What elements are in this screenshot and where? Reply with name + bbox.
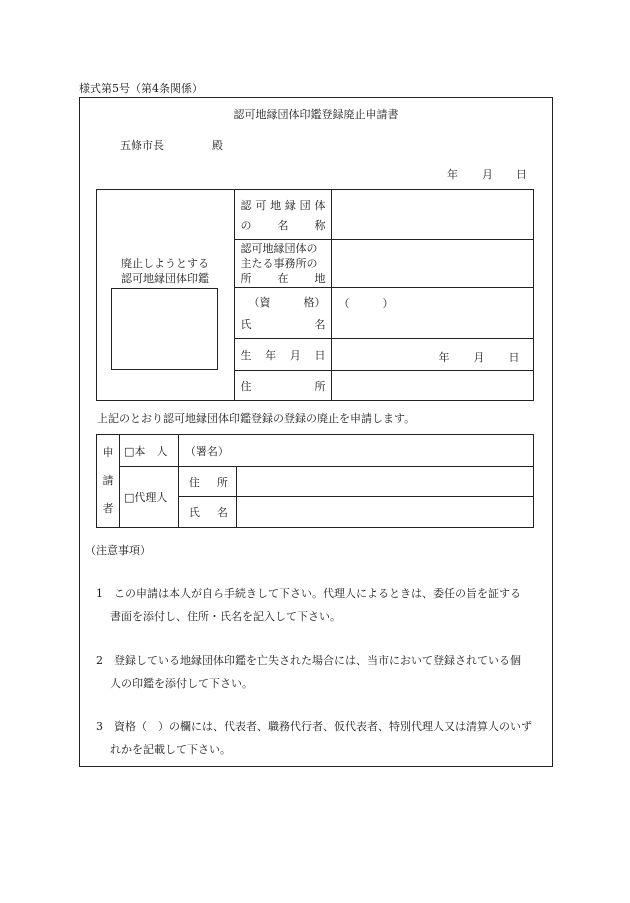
office-address-label: 認可地縁団体の 主たる事務所の 所 在 地: [234, 240, 332, 288]
application-statement: 上記のとおり認可地縁団体印鑑登録の登録の廃止を申請します。: [97, 412, 416, 425]
agent-name-label: 氏 名: [178, 497, 236, 528]
form-number: 様式第5号（第4条関係）: [79, 82, 203, 95]
address-field[interactable]: [332, 371, 534, 401]
self-checkbox[interactable]: □本 人: [119, 435, 178, 467]
agent-address-field[interactable]: [236, 467, 533, 497]
applicant-label: 申 請 者: [97, 435, 120, 528]
agent-name-field[interactable]: [236, 497, 533, 528]
seal-label-line2: 認可地縁団体印鑑: [121, 272, 209, 285]
notes-heading: （注意事項）: [85, 544, 151, 557]
addressee: 五條市長: [120, 139, 164, 152]
birthdate-field[interactable]: 年 月 日: [332, 339, 534, 371]
honorific: 殿: [212, 139, 223, 152]
representative-label: （資 格） 氏 名: [234, 288, 332, 339]
address-label: 住 所: [234, 371, 332, 401]
date-year: 年: [447, 168, 458, 181]
signature-field[interactable]: （署名）: [178, 435, 533, 467]
date-day: 日: [516, 168, 527, 181]
note-2: 2 登録している地縁団体印鑑を亡失された場合には、当市において登録されている個 人の印鑑を添付して下さい。: [96, 654, 521, 690]
group-name-field[interactable]: [332, 190, 534, 240]
agent-address-label: 住 所: [178, 467, 236, 497]
applicant-table: [96, 434, 534, 528]
note-1: 1 この申請は本人が自ら手続きして下さい。代理人によるときは、委任の旨を証する 書面を添付し、住所・氏名を記入して下さい。: [96, 587, 521, 623]
agent-checkbox[interactable]: □代理人: [119, 467, 178, 528]
form-title: 認可地縁団体印鑑登録廃止申請書: [233, 108, 399, 121]
date-month: 月: [482, 168, 493, 181]
group-name-label: 認 可 地 縁 団 体 の 名 称: [234, 190, 332, 240]
representative-field[interactable]: （ ）: [332, 288, 534, 339]
birthdate-label: 生 年 月 日: [234, 339, 332, 371]
seal-label-line1: 廃止しようとする: [121, 257, 209, 270]
office-address-field[interactable]: [332, 240, 534, 288]
note-3: 3 資格（ ）の欄には、代表者、職務代行者、仮代表者、特別代理人又は清算人のいず れかを記載して下さい。: [96, 720, 532, 756]
seal-impression-box: [111, 288, 218, 370]
